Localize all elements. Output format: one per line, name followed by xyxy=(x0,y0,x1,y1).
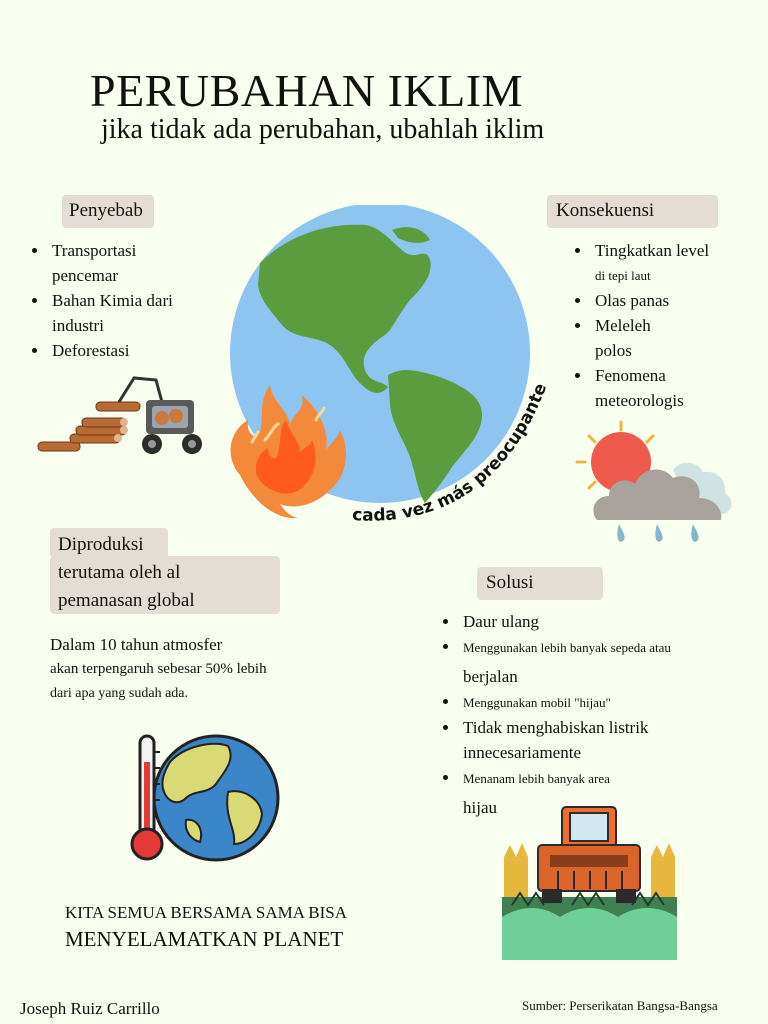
thermometer-globe-icon xyxy=(124,732,284,864)
penyebab-heading-box xyxy=(62,195,154,228)
list-item: Menggunakan lebih banyak sepeda atau berjalan xyxy=(443,634,733,689)
climate-paragraph: Dalam 10 tahun atmosfer akan terpengaruh sebesar 50% lebih dari apa yang sudah ada. xyxy=(50,635,267,701)
page-subtitle: jika tidak ada perubahan, ubahlah iklim xyxy=(101,114,545,145)
globe-caption-arc xyxy=(340,380,570,530)
globe-caption: cada vez más preocupante xyxy=(351,380,552,526)
slogan-line-1: KITA SEMUA BERSAMA SAMA BISA xyxy=(65,903,348,922)
logging-tractor-icon xyxy=(34,372,214,462)
list-item: Menanam lebih banyak area hijau xyxy=(443,765,733,820)
sun-rain-cloud-icon xyxy=(575,420,735,545)
konsekuensi-list xyxy=(575,238,760,413)
author-name: Joseph Ruiz Carrillo xyxy=(20,999,160,1018)
solusi-heading: Solusi xyxy=(486,572,534,593)
source-credit: Sumber: Perserikatan Bangsa-Bangsa xyxy=(522,998,718,1013)
solusi-list xyxy=(443,609,733,820)
list-item: Menggunakan mobil "hijau" xyxy=(443,689,733,715)
list-item: Bahan Kimia dari industri xyxy=(32,288,222,338)
list-item: Tidak menghabiskan listrik innecesariamente xyxy=(443,715,733,765)
list-item: Deforestasi xyxy=(32,338,222,363)
list-item: Fenomena meteorologis xyxy=(575,363,760,413)
list-item: Daur ulang xyxy=(443,609,733,634)
slogan-line-2: MENYELAMATKAN PLANET xyxy=(65,927,344,951)
list-item: Tingkatkan level di tepi laut xyxy=(575,238,760,288)
konsekuensi-heading: Konsekuensi xyxy=(556,200,655,221)
penyebab-list xyxy=(32,238,222,363)
list-item: Meleleh polos xyxy=(575,313,760,363)
solusi-heading-box xyxy=(477,567,603,600)
konsekuensi-heading-box xyxy=(547,195,718,228)
harvester-field-icon xyxy=(502,805,677,960)
list-item: Olas panas xyxy=(575,288,760,313)
page-title: PERUBAHAN IKLIM xyxy=(90,65,523,116)
list-item: Transportasi pencemar xyxy=(32,238,222,288)
penyebab-heading: Penyebab xyxy=(69,200,143,221)
svg-text:cada vez más preocupante xyxy=(352,381,551,526)
diproduksi-text: Diproduksi terutama oleh al pemanasan global xyxy=(58,534,195,611)
